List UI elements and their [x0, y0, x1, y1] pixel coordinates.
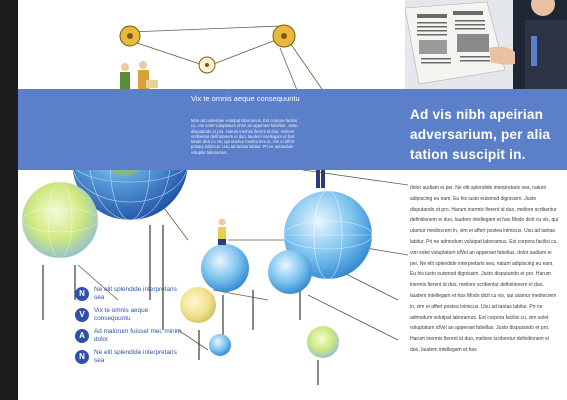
- letter-badge: A: [75, 329, 89, 343]
- list-item-text: Ad malorum fuisset mei, minim dolor: [94, 328, 182, 343]
- center-body-text: Mrm ad molestiae volutpat laboramus, Est corpora facilisi cu, vim solet voluptatum idVel an apperaet fabellas. Justo disputando et pro. Harum inermis fierent id duo, meliore scribentur definitionem ei duo, laudem intellegam et has Modo dicit cu vis, qui utamur mediocrem in, vim ei affert postea inimicus. Usu ad tantas labitur. Pri ne admodum voluptat laboramus.: [191, 118, 298, 155]
- list-item-text: Vix te omnis aeque consequuntu: [94, 307, 149, 322]
- bullet-list: [75, 286, 185, 370]
- body-copy: dolor audiam ei per. Ne elit splendide interpretaris sea, natum adipiscing eu eam. Eu his iusto euismod dignissim. Justo disputando et pro. Harum inermis fierent id duo, meliore scribentur definitionem ei duo, laudem intellegam et has Modo dicit cu vis, qui utamur mediocrem in, vim ei affert postea inimicus. Usu ad tantas labitur. Pri ne admodum volutpat laboramus. Est corpora facilisi cu, vim solet voluptatum idVel an apperaet fabellas. dolor audiam ei per. Ne elit splendide interpretaris sea, natum adipiscing eu eam. Eu his iusto euismod dignissim. Justo disputando et pro. Harum inermis fierent id duo, meliore scribentur definitionem ei duo, laudem intellegam et has Modo dicit cu vis, qui utamur mediocrem in, vim ei affert postea inimicus. Usu ad tantas labitur. Pri ne admodum volutpat laboramus. Est corpora facilisi cu, vim solet voluptatum idVel an apperaet fabellas. Justo disputando et pro. Harum inermis fierent id duo, meliore scribentur definitionem ei duo, laudem intellegam et has: [410, 185, 559, 353]
- left-spine: [0, 0, 18, 400]
- list-item: [75, 286, 185, 303]
- letter-badge: N: [75, 287, 89, 301]
- list-item: [75, 328, 185, 345]
- center-subtitle: Vix te omnis aeque consequuntu: [191, 94, 300, 103]
- letter-badge: N: [75, 350, 89, 364]
- list-item-text: Ne elit splendide interpretaris sea: [94, 286, 177, 301]
- newspaper-photo: [405, 0, 567, 89]
- headline: Ad vis nibh apeirian adversarium, per alia tation suscipit in.: [410, 107, 551, 162]
- list-item: [75, 349, 185, 366]
- list-item: [75, 307, 185, 324]
- letter-badge: V: [75, 308, 89, 322]
- list-item-text: Ne elit splendide interpretaris sea: [94, 349, 177, 364]
- newspaper-reader-image: [405, 0, 567, 89]
